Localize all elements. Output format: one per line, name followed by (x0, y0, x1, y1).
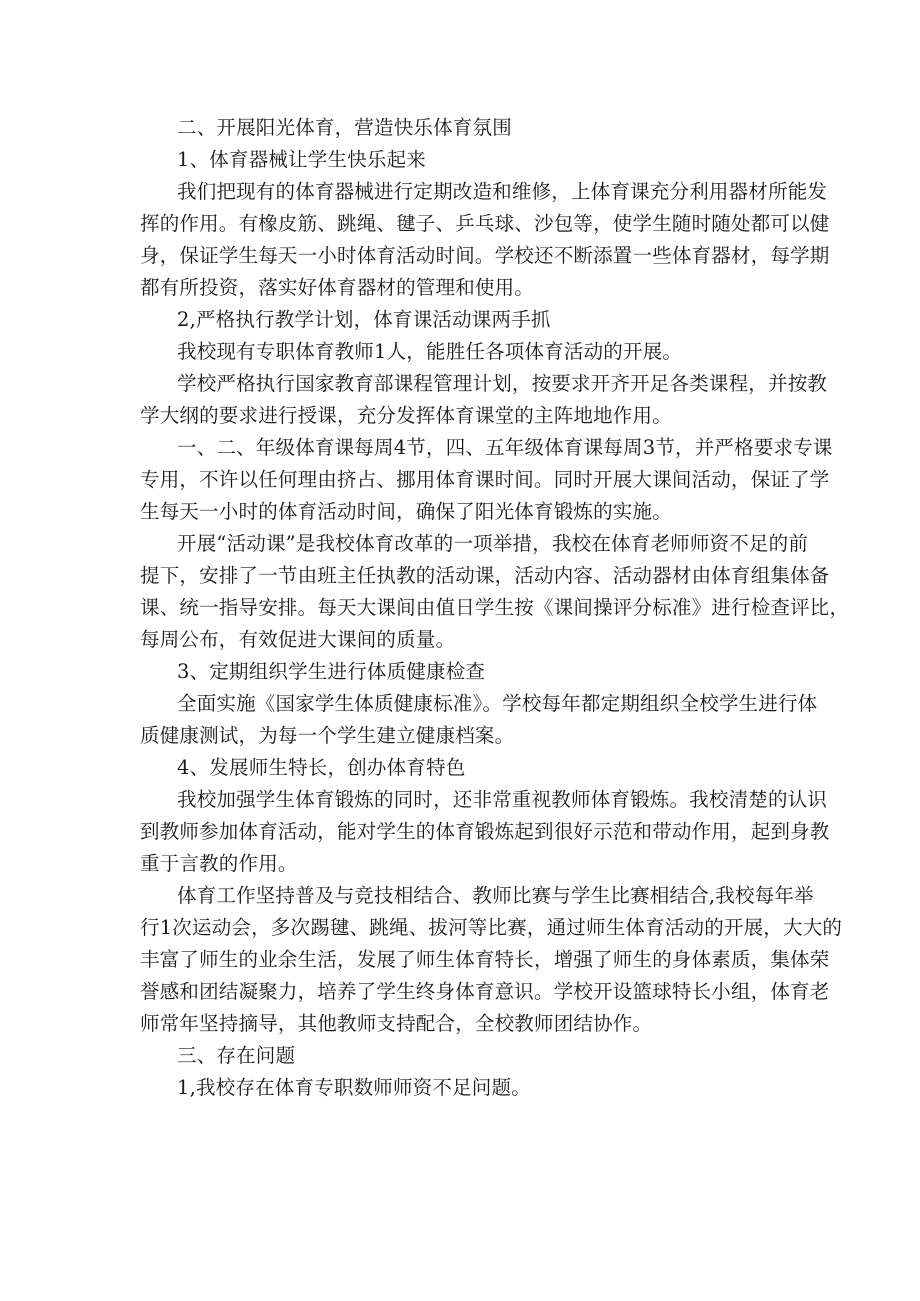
text-line: 专用，不许以任何理由挤占、挪用体育课时间。同时开展大课间活动，保证了学 (140, 468, 830, 491)
text-line: 每周公布，有效促进大课间的质量。 (140, 628, 456, 651)
text-line: 质健康测试，为每一个学生建立健康档案。 (140, 724, 515, 747)
text-line: 体育工作坚持普及与竞技相结合、教师比赛与学生比赛相结合,我校每年举 (177, 884, 814, 907)
heading-line: 1、体育器械让学生快乐起来 (177, 148, 427, 171)
paragraph-problem-1 (140, 1072, 800, 1104)
heading-line: 三、存在问题 (177, 1044, 296, 1067)
subheading-3 (140, 656, 800, 688)
paragraph-health-check (140, 688, 818, 752)
text-line: 学校严格执行国家教育部课程管理计划，按要求开齐开足各类课程，并按教 (177, 372, 828, 395)
document-body (140, 112, 850, 1104)
paragraph-activity-class (140, 528, 850, 656)
text-line: 誉感和团结凝聚力，培养了学生终身体育意识。学校开设篮球特长小组，体育老 (140, 980, 830, 1003)
text-line: 挥的作用。有橡皮筋、跳绳、毽子、乒乓球、沙包等，使学生随时随处都可以健 (140, 212, 830, 235)
text-line: 师常年坚持摘导，其他教师支持配合，全校教师团结协作。 (140, 1012, 653, 1035)
text-line: 身，保证学生每天一小时体育活动时间。学校还不断添置一些体育器材，每学期 (140, 244, 830, 267)
subheading-2 (140, 304, 800, 336)
section-heading-2 (140, 112, 800, 144)
heading-line: 3、定期组织学生进行体质健康检查 (177, 660, 486, 683)
text-line: 学大纲的要求进行授课，充分发挥体育课堂的主阵地地作用。 (140, 404, 672, 427)
text-line: 到教师参加体育活动，能对学生的体育锻炼起到很好示范和带动作用，起到身教 (140, 820, 830, 843)
paragraph-teacher-exercise (140, 784, 830, 880)
text-line: 课、统一指导安排。每天大课间由值日学生按《课间操评分标准》进行检查评比， (140, 596, 850, 619)
text-line: 都有所投资，落实好体育器材的管理和使用。 (140, 276, 535, 299)
text-line: 我们把现有的体育器械进行定期改造和维修，上体育课充分利用器材所能发 (177, 180, 828, 203)
text-line: 生每天一小时的体育活动时间，确保了阳光体育锻炼的实施。 (140, 500, 672, 523)
text-line: 开展“活动课”是我校体育改革的一项举措，我校在体育老师师资不足的前 (177, 532, 809, 555)
text-line: 全面实施《国家学生体质健康标准》。学校每年都定期组织全校学生进行体 (177, 692, 818, 715)
paragraph-teachers (140, 336, 800, 368)
text-line: 行1次运动会，多次踢毽、跳绳、拔河等比赛，通过师生体育活动的开展，大大的 (140, 916, 843, 939)
paragraph-curriculum (140, 368, 828, 432)
paragraph-class-hours (140, 432, 833, 528)
text-line: 丰富了师生的业余生活，发展了师生体育特长，增强了师生的身体素质，集体荣 (140, 948, 830, 971)
text-line: 我校加强学生体育锻炼的同时，还非常重视教师体育锻炼。我校清楚的认识 (177, 788, 828, 811)
heading-line: 2,严格执行教学计划，体育课活动课两手抓 (177, 308, 551, 331)
subheading-4 (140, 752, 800, 784)
section-heading-3 (140, 1040, 800, 1072)
subheading-1 (140, 144, 800, 176)
paragraph-equipment (140, 176, 830, 304)
text-line: 我校现有专职体育教师1人，能胜任各项体育活动的开展。 (177, 340, 683, 363)
text-line: 1,我校存在体育专职数师师资不足问题。 (177, 1076, 531, 1099)
heading-line: 二、开展阳光体育，营造快乐体育氛围 (177, 116, 512, 139)
heading-line: 4、发展师生特长，创办体育特色 (177, 756, 466, 779)
text-line: 提下，安排了一节由班主任执教的活动课，活动内容、活动器材由体育组集体备 (140, 564, 830, 587)
text-line: 重于言教的作用。 (140, 852, 298, 875)
text-line: 一、二、年级体育课每周4节，四、五年级体育课每周3节，并严格要求专课 (177, 436, 833, 459)
paragraph-sports-work (140, 880, 843, 1040)
